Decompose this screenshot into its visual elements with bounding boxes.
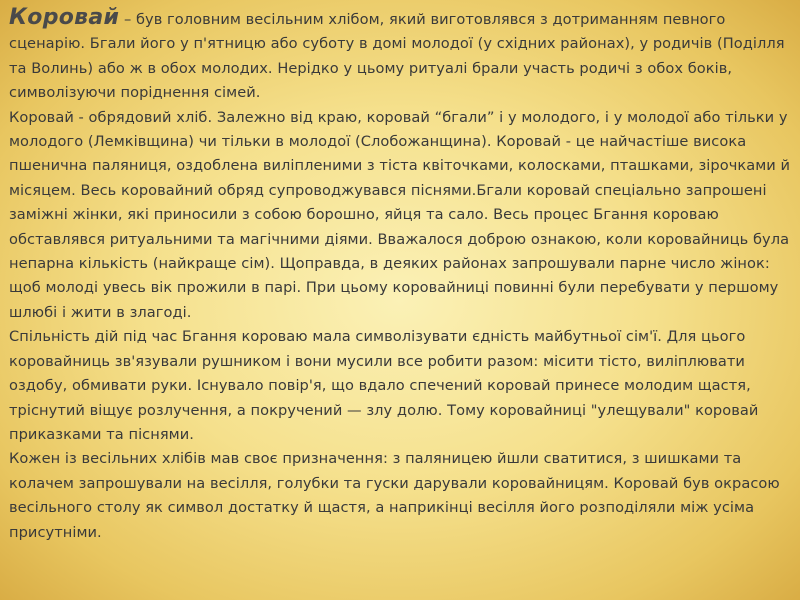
- text-block: [9, 6, 793, 545]
- paragraph-3: Спільність дій під час Бгання короваю мала символізувати єдність майбутньої сім'ї. Для цього коровайниць зв'язували рушником і вони мусили все робити разом: місити тісто, виліплювати оздобу, обмивати руки. Існувало повір'я, що вдало спечений коровай принесе молодим щастя, тріснутий віщує розлучення, а покручений — злу долю. Тому коровайниці "улещували" коровай приказками та піснями.: [9, 328, 759, 443]
- title-word: Коровай: [9, 5, 120, 30]
- paragraph-4: Кожен із весільних хлібів мав своє призначення: з паляницею йшли сватитися, з шишками та колачем запрошували на весілля, голубки та гуски дарували коровайницям. Коровай був окрасою весільного столу як символ достатку й щастя, а наприкінці весілля його розподіляли між усіма присутніми.: [9, 450, 780, 541]
- paragraph-1: [9, 6, 793, 106]
- paragraph-1-text: – був головним весільним хлібом, який виготовлявся з дотриманням певного сценарію. Бгали його у п'ятницю або суботу в домі молодої (у східних районах), у родичів (Поділля та Волинь) або ж в обох молодих. Нерідко у цьому ритуалі брали участь родичі з обох боків, символізуючи поріднення сімей.: [9, 11, 785, 102]
- paragraph-2: Коровай - обрядовий хліб. Залежно від краю, коровай “бгали” і у молодого, і у молодої або тільки у молодого (Лемківщина) чи тільки в молодої (Слобожанщина). Коровай - це найчастіше висока пшенична паляниця, оздоблена виліпленими з тіста квіточками, колосками, пташками, зірочками й місяцем. Весь коровайний обряд супроводжувався піснями.Бгали коровай спеціально запрошені заміжні жінки, які приносили з собою борошно, яйця та сало. Весь процес Бгання короваю обставлявся ритуальними та магічними діями. Вважалося доброю ознакою, коли коровайниць була непарна кількість (найкраще сім). Щоправда, в деяких районах запрошували парне число жінок: щоб молоді увесь вік прожили в парі. При цьому коровайниці повинні були перебувати у першому шлюбі і жити в злагоді.: [9, 108, 791, 321]
